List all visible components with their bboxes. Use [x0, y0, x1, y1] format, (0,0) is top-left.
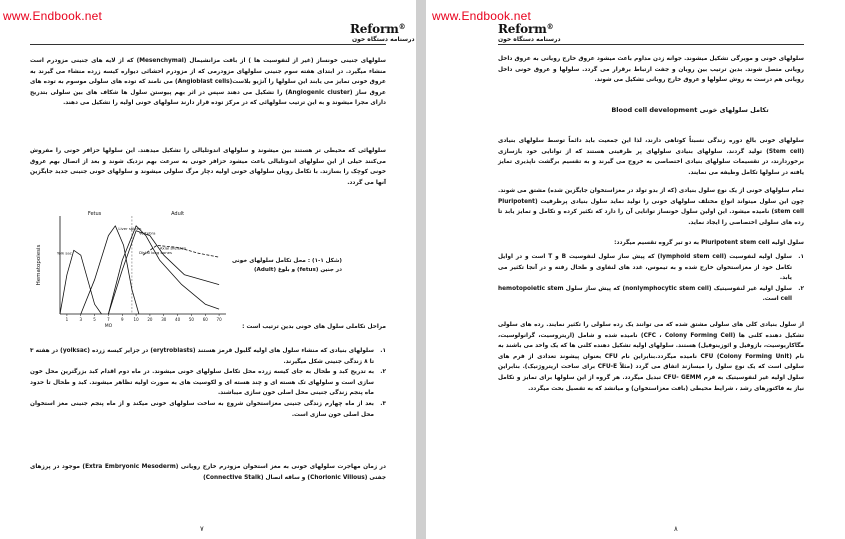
logo-text: Reform	[350, 22, 399, 36]
x-tick-label: 1	[65, 317, 69, 322]
header-divider	[30, 44, 386, 45]
watermark: www.Endbook.net	[432, 9, 532, 23]
x-tick-label: 5	[93, 317, 96, 322]
x-tick-label: 20	[147, 317, 153, 322]
item-number: ۳.	[380, 400, 386, 407]
series-label: Axial skeleton	[159, 245, 187, 251]
series-label: Vertebra	[139, 230, 156, 236]
section-label-fetus: Fetus	[87, 211, 102, 217]
page-gutter	[416, 0, 426, 539]
item-text: سلول اولیه لنفوسیت (lymphoid stem cell) که پیش ساز سلول لنفوسیت B و T است و در اوایل تکامل خود از مغزاستخوان خارج شده و به تیموس، غدد های لنفاوی و طحال رفته و در آنجا تکثیر می یابد.	[498, 254, 793, 282]
stem-cell-list	[498, 252, 804, 305]
chart-svg	[30, 206, 230, 334]
x-tick-label: 3	[79, 317, 83, 322]
paragraph: سلولهای جنینی خونساز (غیر از لنفوسیت ها ) از بافت مزانشیمال (Mesenchymal) که از لایه های جنینی مزودرم است منشاء میگیرد. در ابتدای هفته سوم جنینی سلولهای مزودرمی که از مزودرم احشائی دیواره کیسه زرده منشاء می گیرند به عروق خونی تمایز می یابند این سلولها را آنژیو بلاست(Angioblast cells) می نامند که توده های سلولی موسوم به توده های عروق ساز (Angiogenic cluster) را تشکیل می دهند سپس در اثر بهم پیوستن سلول ها شکاف های بین سلولی بتدریج دارای مجرا میشوند و به این ترتیب سلولهائی که در مرکز توده قرار دارند سلولهای خونی اولیه را تشکیل می دهند.	[30, 58, 387, 107]
paragraph: از سلول بنیادی کلی های سلولی مشتق شده که می توانند یک رده سلولی را تکثیر نمایند. رده های سلولی تشکیل دهنده کلنی ها (CFC ، Colony Forming Cell) نامیده شده و شامل (اریتروسیت، گرانولوسیت، مگاکاریوسیت، بازوفیل و ائوزینوفیل) هستند. سلولهای اولیه تشکیل دهنده کلنی ها که یک واحد می باشند به نام CFU (Colony Forming Unit) نامیده میگردد.بنابراین نام CFU بعنوان پیشوند تعدادی از فرم های سلولی است که یک نوع سلول را میسازند اتفاق می گردد (مثلاً CFU-E برای ساخت اریتروژنیک). بنابراین سلول اولیه غیر لنفوسیتیک به فرم CFU- GEMM تبدیل میگردد. هر گروه از این سلولها برای تمایز و تکامل نیاز به فاکتورهای رشد ، شرایط محیطی (بافت مغزاستخوان) و میانشد که به تفصیل بحث میگردد.	[498, 322, 804, 392]
series-label: Liver spleen	[118, 225, 142, 231]
paragraph: در زمان مهاجرت سلولهای خونی به مغز استخوان مزودرم خارج رویانی (Extra Embryonic Mesoderm) موجود در پرزهای جفتی (Chorionic Villous) و ساقه اتصال (Connective Stalk)	[30, 464, 386, 481]
item-number: ۲.	[380, 369, 386, 376]
x-tick-label: 10	[133, 317, 139, 322]
section-label-adult: Adult	[171, 211, 185, 217]
logo	[350, 22, 405, 36]
header-subtitle: درسنامه دستگاه خون	[352, 36, 415, 43]
x-tick-label: 50	[188, 317, 194, 322]
x-tick-label: 70	[216, 317, 222, 322]
item-text: سلول اولیه غیر لنفوسیتیک (nonlymphocytic stem cell) که پیش ساز سلول hemotopoietic stem cell است.	[498, 285, 792, 303]
header-divider	[498, 44, 804, 45]
logo-text: Reform	[498, 22, 547, 36]
paragraph: سلولهای خونی و مویرگی تشکیل میشوند. جوانه زدن مداوم باعث میشود عروق خارج رویانی به عروق داخل رویانی متصل شوند. بدین ترتیب بین رویان و جفت ارتباط برقرار می گردد. سلولها و عروق خونی داخل رویانی هم درست به روش سلولها و عروق خارج رویانی تشکیل می شوند.	[498, 56, 804, 84]
stages-list	[30, 346, 386, 420]
item-text: به تدریج کبد و طحال به جای کیسه زرده محل تکامل سلولهای خونی میشوند. در ماه دوم اقدام کبد بزرگترین محل خون سازی است و سلولهای تک هسته ای و چند هسته ای و لکوسیت های به صورت اولیه تظاهر میشوند. کبد و طحال تا حدود ماه پنجم زندگی جنینی محل اصلی خون سازی میباشند.	[30, 369, 374, 397]
header-subtitle: درسنامه دستگاه خون	[498, 36, 561, 43]
hematopoiesis-chart	[30, 206, 230, 334]
item-text: بعد از ماه چهارم زندگی جنینی مغزاستخوان شروع به ساخت سلولهای خونی میکند و از ماه پنجم جنینی مغز استخوان محل اصلی خون سازی است.	[30, 400, 374, 418]
item-number: ۱.	[798, 254, 804, 260]
list-item	[30, 399, 386, 420]
list-item	[30, 367, 386, 399]
page-number: ۷	[200, 525, 204, 533]
x-tick-label: 7	[107, 317, 110, 322]
series-line	[108, 226, 219, 314]
paragraph: سلولهائی که محیطی تر هستند بین میشوند و سلولهای اندوتلیالی را تشکیل میدهند. این سلولها حزافر خونی را مفروش می‌کنند خیلی از این سلولهای اندوتلیالی باعث میشود حزافر خونی به سرعت بهم نزدیک شوند و بعد از اتصال بهم عروق خونی کوچک را بسازند. با تکامل رویان سلولهای خونی اولیه دچار مرگ سلولی میشوند و سلولهای خونی جنینی جدید جایگزین آنها می گردد.	[30, 148, 386, 186]
series-line	[60, 250, 102, 314]
paragraph: سلولهای خونی بالغ دوره زندگی نسبتاً کوتاهی دارند، لذا این جمعیت باید دائماً توسط سلولهای بنیادی (Stem cell) تولید گردند. سلولهای بنیادی سلولهای پر ظرفیتی هستند که از توانایی خود بازسازی برخوردارند، در تقسیمات سلولهای بنیادی اختصاصی به خروج می گیرند و به تقسیم برگشت ناپذیری تمایز یافته در سلولها تکامل وظیفه می نمایند.	[498, 138, 804, 176]
watermark: www.Endbook.net	[3, 9, 103, 23]
stages-intro: مراحل تکاملی سلول های خونی بدین ترتیب است :	[242, 324, 386, 330]
logo	[498, 22, 553, 36]
series-label: Distal long bones	[139, 249, 172, 255]
x-axis-label: MO	[104, 324, 113, 329]
y-axis-label: Hematopoiesis	[36, 244, 42, 286]
right-page	[426, 0, 845, 539]
x-tick-label: 9	[120, 317, 124, 322]
item-text: سلولهای بنیادی که منشاء سلول های اولیه گلبول قرمز هستند (erytroblasts) در جزایر کیسه زرده (yolksac) در هفته ۳ تا ۸ زندگی جنینی شکل میگیرند.	[30, 348, 374, 365]
list-item	[498, 252, 804, 284]
page-number: ۸	[674, 525, 678, 533]
series-line	[81, 226, 139, 314]
x-tick-label: 40	[175, 317, 181, 322]
list-item	[498, 284, 804, 305]
logo-mark: ®	[546, 22, 554, 31]
x-tick-label: 60	[202, 317, 208, 322]
logo-mark: ®	[398, 22, 406, 31]
paragraph: تمام سلولهای خونی از یک نوع سلول بنیادی (که از بدو تولد در مغزاستخوان جایگزین شده) مشتق می شوند. چون این سلول میتواند انواع مختلف سلولهای خونی را تولید نماید سلول بنیادی پرظرفیت (Pluripotent stem cell) نامیده میشود. این اولین سلول خونساز توانایی آن را دارد که تکثیر کرده و تکامل و تمایز یابد تا رده های سلولی اختصاصی را ایجاد نماید.	[498, 188, 804, 226]
item-number: ۲.	[798, 285, 804, 292]
section-heading: تکامل سلولهای خونی Blood cell development	[611, 106, 769, 114]
item-number: ۱.	[380, 348, 386, 354]
figure-caption: (شکل ۱-۱) : محل تکامل سلولهای خونی در جنین (fetus) و بلوغ (Adult)	[232, 258, 342, 273]
series-label: Yolk sac	[56, 250, 72, 256]
left-page	[0, 0, 416, 539]
paragraph: سلول اولیه Pluripotent stem cell به دو تیر گروه تقسیم میگردد:	[614, 240, 804, 246]
x-tick-label: 30	[161, 317, 167, 322]
list-item	[30, 346, 386, 367]
